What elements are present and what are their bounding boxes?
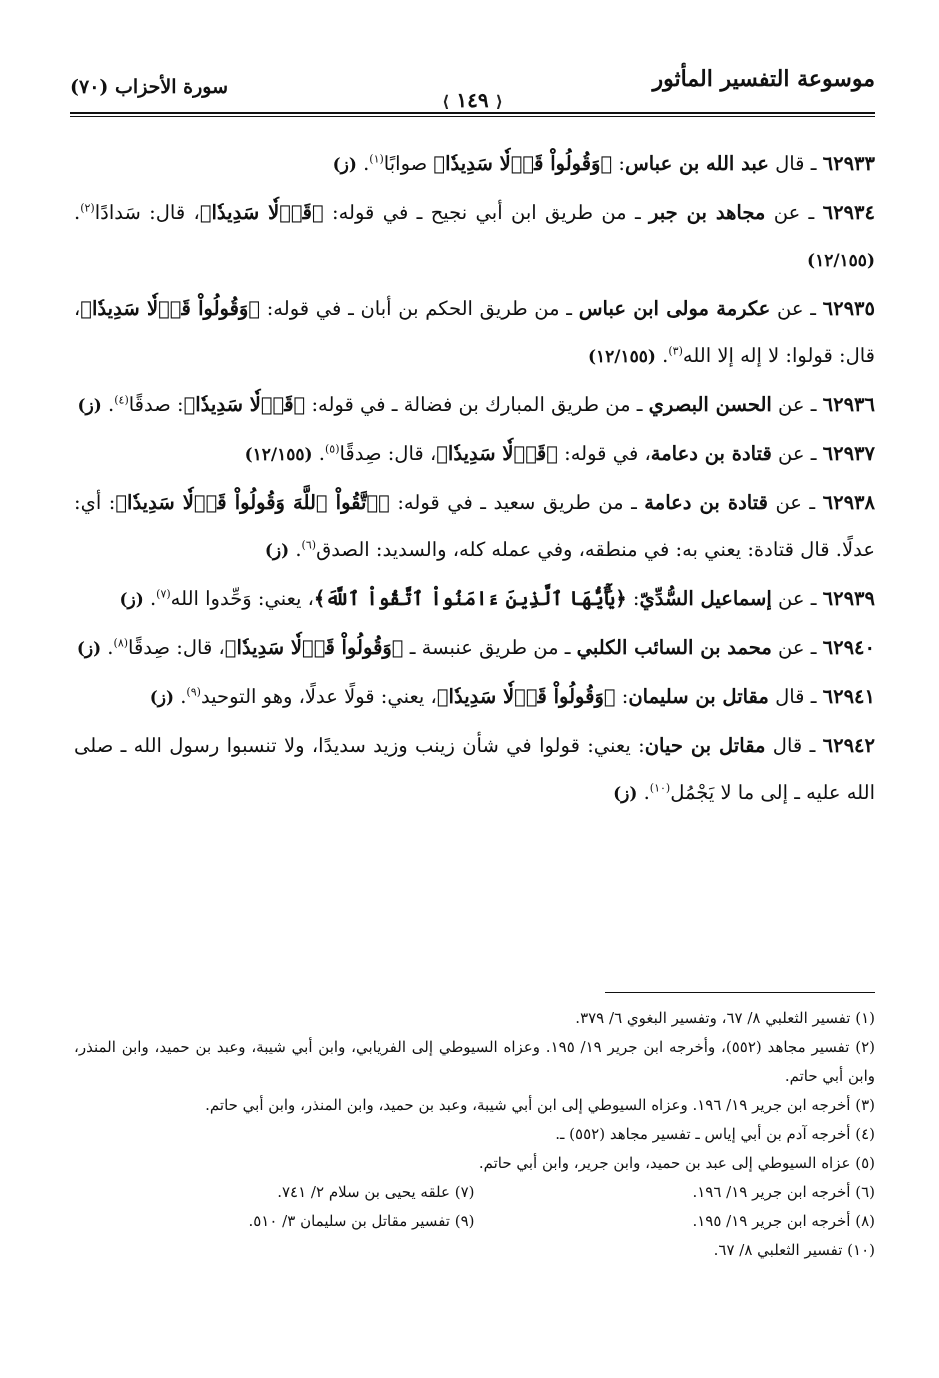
footnote-ref: (٧) (156, 587, 171, 601)
cross-reference: (ز) (119, 590, 144, 610)
narrator-name: محمد بن السائب الكلبي (576, 636, 772, 659)
entry-number: ٦٢٩٣٥ (822, 297, 875, 320)
entry-text: ، قال: قولوا: لا إله إلا الله (74, 297, 875, 367)
footnote-ref: (٣) (668, 344, 683, 358)
footnote: (٩) تفسير مقاتل بن سليمان ٣/ ٥١٠. (248, 1212, 475, 1230)
entry-chain: ـ من طريق سعيد ـ في قوله: (389, 491, 645, 514)
entry-intro: ـ عن (771, 442, 823, 465)
entry-end: . (74, 201, 81, 224)
entry (74, 285, 875, 381)
footnote-ref: (٦) (301, 538, 317, 552)
entry-number: ٦٢٩٣٦ (822, 393, 875, 416)
entry-number: ٦٢٩٤٠ (822, 636, 875, 659)
entry-text: ، قال: صِدقًا (339, 442, 437, 465)
ornament-icon: ⟩ (442, 92, 450, 111)
entry (74, 624, 875, 673)
ornament-icon: ⟨ (495, 92, 503, 111)
footnote-ref: (٤) (114, 393, 129, 407)
footnote-row (74, 1207, 875, 1236)
entry-intro: ـ عن (765, 201, 823, 224)
entry-intro: ـ عن (771, 636, 823, 659)
narrator-name: مقاتل بن سليمان (628, 685, 769, 708)
entry-intro: ـ قال (768, 152, 823, 175)
entry-end: . (637, 781, 650, 804)
footnote-ref: (٩) (186, 685, 201, 699)
quran-quote: ﴿وَقُولُواْ قَوۡلٗا سَدِيدٗا﴾ (433, 152, 613, 175)
quran-quote: ﴿وَقُولُواْ قَوۡلٗا سَدِيدٗا﴾ (436, 685, 616, 708)
entry-intro: ـ عن (770, 297, 823, 320)
footnote-ref: (١٠) (649, 781, 671, 795)
cross-reference: (ز) (76, 639, 102, 659)
entry-chain: : يعني: قولوا في شأن زينب وزيد سديدًا، ولا تنسبوا رسول الله ـ صلى الله عليه ـ إلى ما لا يَجْمُل (74, 734, 875, 804)
entry-intro: ـ عن (771, 587, 823, 610)
entry (74, 430, 875, 479)
entry-text: ، قال: سَدادًا (94, 201, 200, 224)
header-rule (70, 116, 875, 117)
cross-reference: (١٢/١٥٥) (244, 445, 313, 465)
entry-end: . (655, 344, 669, 367)
entry-chain: : (626, 587, 640, 610)
narrator-name: مقاتل بن حيان (644, 734, 766, 757)
page-number: ١٤٩ (456, 88, 489, 112)
book-title: موسوعة التفسير المأثور (652, 66, 875, 92)
footnote-ref: (٨) (113, 636, 129, 650)
narrator-name: عبد الله بن عباس (624, 152, 769, 175)
cross-reference: (ز) (332, 155, 357, 175)
quran-quote: ﴿قَوۡلٗا سَدِيدٗا﴾ (183, 393, 306, 416)
footnote: (٦) أخرجه ابن جرير ١٩/ ١٩٦. (692, 1183, 875, 1201)
page-number-block (442, 88, 503, 112)
header-rule (70, 112, 875, 114)
entry-chain: ـ من طريق المبارك بن فضالة ـ في قوله: (305, 393, 649, 416)
footnote: (١) تفسير الثعلبي ٨/ ٦٧، وتفسير البغوي ٦/ ٣٧٩. (575, 1009, 875, 1027)
footnote: (٥) عزاه السيوطي إلى عبد بن حميد، وابن جرير، وابن أبي حاتم. (478, 1154, 875, 1172)
entry (74, 381, 875, 430)
entry-text: ، يعني: وَحِّدوا الله (170, 587, 314, 610)
entry (74, 673, 875, 722)
entry-end: . (312, 442, 325, 465)
entry (74, 722, 875, 818)
entry-text: ، قال: صِدقًا (128, 636, 225, 659)
quran-quote: ﴿قَوۡلٗا سَدِيدٗا﴾ (436, 442, 558, 465)
cross-reference: (ز) (613, 784, 638, 804)
entry-text: : أي: عدلًا. قال قتادة: يعني به: في منطقه، وفي عمله كله، والسديد: الصدق (74, 491, 875, 561)
entry-number: ٦٢٩٣٣ (822, 152, 875, 175)
entry (74, 479, 875, 575)
entry-text: : صدقًا (128, 393, 184, 416)
entry-number: ٦٢٩٤٢ (822, 734, 875, 757)
entry-intro: ـ عن (767, 491, 823, 514)
cross-reference: (ز) (149, 688, 175, 708)
cross-reference: (١٢/١٥٥) (587, 347, 656, 367)
footnote-ref: (١) (369, 152, 384, 166)
entry-number: ٦٢٩٣٧ (822, 442, 875, 465)
footnote: (٣) أخرجه ابن جرير ١٩/ ١٩٦. وعزاه السيوطي إلى ابن أبي شيبة، وعبد بن حميد، وابن المنذر، وابن أبي حاتم. (205, 1096, 875, 1114)
entry-end: . (174, 685, 187, 708)
entry-number: ٦٢٩٣٩ (822, 587, 875, 610)
footnote: (٧) علقه يحيى بن سلام ٢/ ٧٤١. (277, 1183, 475, 1201)
entry-text: صوابًا (383, 152, 434, 175)
entry (74, 189, 875, 285)
quran-quote: ﴿وَقُولُواْ قَوۡلٗا سَدِيدٗا﴾ (224, 636, 404, 659)
cross-reference: (١٢/١٥٥) (807, 251, 875, 271)
footnote: (١٠) تفسير الثعلبي ٨/ ٦٧. (713, 1241, 875, 1259)
footnote-row (74, 1178, 875, 1207)
entry-chain: : (615, 685, 629, 708)
entry-chain: ـ من طريق ابن أبي نجيح ـ في قوله: (323, 201, 650, 224)
entry (74, 140, 875, 189)
entry-end: . (143, 587, 157, 610)
footnote-ref: (٢) (80, 201, 95, 215)
footnote-rule (605, 992, 875, 993)
entry-intro: ـ قال (768, 685, 823, 708)
quran-quote: ﴿وَقُولُواْ قَوۡلٗا سَدِيدٗا﴾ (80, 297, 261, 320)
entry-intro: ـ قال (765, 734, 823, 757)
entry-number: ٦٢٩٤١ (822, 685, 875, 708)
entry-chain: ـ من طريق عنبسة ـ (403, 636, 577, 659)
cross-reference: (ز) (264, 541, 290, 561)
narrator-name: قتادة بن دعامة (644, 491, 768, 514)
narrator-name: عكرمة مولى ابن عباس (578, 297, 771, 320)
entry-end: . (101, 636, 114, 659)
footnote: (٢) تفسير مجاهد (٥٥٢)، وأخرجه ابن جرير ١٩/ ١٩٥. وعزاه السيوطي إلى الفريابي، وابن أبي شيبة، وعبد بن حميد، وابن المنذر، وابن أبي حاتم. (74, 1038, 875, 1085)
entry-chain: ـ من طريق الحكم بن أبان ـ في قوله: (260, 297, 579, 320)
narrator-name: قتادة بن دعامة (650, 442, 772, 465)
entry-end: . (356, 152, 370, 175)
entry-end: . (289, 538, 302, 561)
entry-end: . (101, 393, 115, 416)
quran-quote: ﴿ٱتَّقُواْ ٱللَّهَ وَقُولُواْ قَوۡلٗا سَدِيدٗا﴾ (115, 491, 390, 514)
running-header (70, 66, 875, 110)
quran-quote: ﴿يَٰٓأَيُّهَا ٱلَّذِينَ ءَامَنُواْ ٱتَّقُواْ ٱللَّهَ﴾ (313, 587, 627, 610)
surah-title: سورة الأحزاب (٧٠) (70, 76, 229, 98)
main-text (74, 140, 875, 818)
narrator-name: مجاهد بن جبر (649, 201, 766, 224)
quran-quote: ﴿قَوۡلٗا سَدِيدٗا﴾ (199, 201, 324, 224)
footnotes (74, 1004, 875, 1265)
entry-number: ٦٢٩٣٤ (822, 201, 875, 224)
entry-text: ، يعني: قولًا عدلًا، وهو التوحيد (200, 685, 437, 708)
narrator-name: إسماعيل السُّدِّيّ (639, 587, 772, 610)
cross-reference: (ز) (77, 396, 102, 416)
entry-chain: ، في قوله: (557, 442, 651, 465)
entry-chain: : (612, 152, 625, 175)
entry (74, 575, 875, 624)
entry-intro: ـ عن (771, 393, 823, 416)
entry-number: ٦٢٩٣٨ (822, 491, 876, 514)
footnote: (٤) أخرجه آدم بن أبي إياس ـ تفسير مجاهد (٥٥٢) ـ. (555, 1125, 875, 1143)
footnote-ref: (٥) (324, 442, 340, 456)
narrator-name: الحسن البصري (648, 393, 772, 416)
footnote: (٨) أخرجه ابن جرير ١٩/ ١٩٥. (692, 1212, 875, 1230)
